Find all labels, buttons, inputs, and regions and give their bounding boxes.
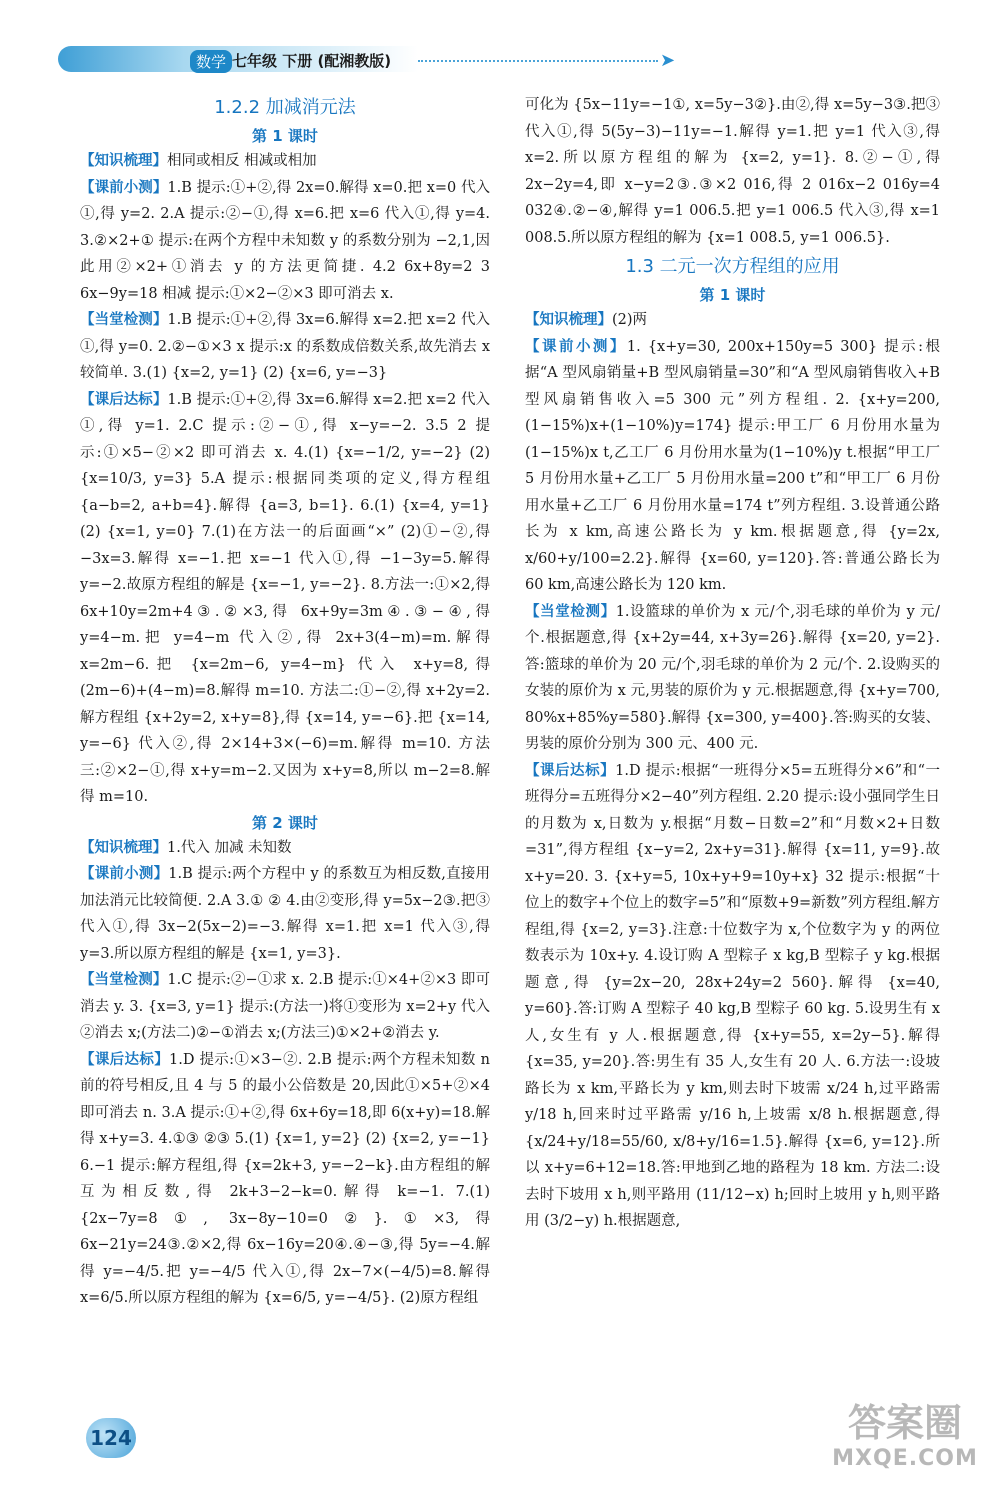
answer-paragraph bbox=[80, 307, 490, 387]
answer-paragraph bbox=[80, 387, 490, 811]
watermark-line2: MXQE.COM bbox=[832, 1446, 978, 1471]
section-tag: 【课前小测】 bbox=[80, 179, 168, 196]
section-tag: 【课后达标】 bbox=[80, 1051, 170, 1068]
section-title: 1.3 二元一次方程组的应用 bbox=[625, 256, 840, 277]
page-number: 124 bbox=[86, 1418, 136, 1458]
section-tag: 【当堂检测】 bbox=[80, 312, 168, 328]
answer-text: 1.B 提示:①+②,得 3x=6.解得 x=2.把 x=2 代入①,得 y=1. 2.C 提示:②−①,得 x−y=−2. 3.5 2 提示:①×5−②×2 即可消去 x. 4.(1) {x=−1/2, y=−2} (2) {x=10/3, y=3} 5.A 提示:根据同类项的定义,得方程组 {a−b=2, a+b=4}.解得 {a=3, b=1}. 6.(1) {x=4, y=1} (2) {x=1, y=0} 7.(1)在方法一的后面画“×” (2)①−②,得 −3x=3.解得 x=−1.把 x=−1 代入①,得 −1−3y=5.解得 y=−2.故原方程组的解是 {x=−1, y=−2}. 8.方法一:①×2,得 6x+10y=2m+4③.②×3,得 6x+9y=3m④.③−④,得 y=4−m.把 y=4−m 代入②,得 2x+3(4−m)=m.解得 x=2m−6.把 {x=2m−6, y=4−m} 代入 x+y=8,得(2m−6)+(4−m)=8.解得 m=10. 方法二:①−②,得 x+2y=2.解方程组 {x+2y=2, x+y=8},得 {x=14, y=−6}.把 {x=14, y=−6} 代入②,得 2×14+3×(−6)=m.解得 m=10. 方法三:②×2−①,得 x+y=m−2.又因为 x+y=8,所以 m−2=8.解得 m=10. bbox=[80, 391, 491, 805]
right-column bbox=[525, 92, 940, 1235]
answer-paragraph bbox=[80, 835, 490, 862]
answers-block bbox=[80, 148, 490, 811]
section-tag: 【课前小测】 bbox=[525, 338, 627, 355]
answer-text: 1.B 提示:①+②,得 3x=6.解得 x=2.把 x=2 代入①,得 y=0. 2.②−①×3 x 提示:x 的系数成倍数关系,故先消去 x 较简单. 3.(1) {x=2, y=1} (2) {x=6, y=−3} bbox=[80, 312, 491, 381]
answer-paragraph bbox=[525, 334, 940, 599]
answers-block bbox=[525, 307, 940, 1235]
left-column bbox=[80, 92, 490, 1312]
section-tag: 【课后达标】 bbox=[80, 391, 168, 408]
section-tag: 【知识梳理】 bbox=[525, 312, 612, 328]
answer-text: 1.D 提示:根据“一班得分×5=五班得分×6”和“一班得分=五班得分×2−40”列方程组. 2.20 提示:设小强同学生日的月数为 x,日数为 y.根据“月数−日数=2”和“月数×2+日数=31”,得方程组 {x−y=2, 2x+y=31}.解得 {x=11, y=9}.故 x+y=20. 3. {x+y=5, 10x+y+9=10y+x} 32 提示:根据“十位上的数字+个位上的数字=5”和“原数+9=新数”列方程组.解方程组,得 {x=2, y=3}.注意:十位数字为 x,个位数字为 y 的两位数表示为 10x+y. 4.设订购 A 型粽子 x kg,B 型粽子 y kg.根据题意,得 {y=2x−20, 28x+24y=2 560}.解得 {x=40, y=60}.答:订购 A 型粽子 40 kg,B 型粽子 60 kg. 5.设男生有 x 人,女生有 y 人.根据题意,得 {x+y=55, x=2y−5}.解得 {x=35, y=20}.答:男生有 35 人,女生有 20 人. 6.方法一:设坡路长为 x km,平路长为 y km,则去时下坡需 x/24 h,过平路需 y/18 h,回来时过平路需 y/16 h,上坡需 x/8 h.根据题意,得 {x/24+y/18=55/60, x/8+y/16=1.5}.解得 {x=6, y=12}.所以 x+y=6+12=18.答:甲地到乙地的路程为 18 km. 方法二:设去时下坡用 x h,则平路用 (11/12−x) h;回时上坡用 y h,则平路用 (3/2−y) h.根据题意, bbox=[525, 762, 941, 1229]
answer-paragraph bbox=[80, 861, 490, 967]
lesson-title: 第 1 课时 bbox=[252, 127, 318, 145]
answer-text: 1.B 提示:两个方程中 y 的系数互为相反数,直接用加法消元比较简便. 2.A 3.① ② 4.由②变形,得 y=5x−2③.把③代入①,得 3x−2(5x−2)=−3.解得 x=1.把 x=1 代入③,得 y=3.所以原方程组的解是 {x=1, y=3}. bbox=[80, 866, 491, 962]
section-tag: 【当堂检测】 bbox=[525, 603, 616, 620]
header-dotted-line bbox=[418, 60, 658, 62]
lesson-title: 第 2 课时 bbox=[252, 813, 318, 832]
answer-text: (2)两 bbox=[612, 312, 648, 328]
answer-text: 1.D 提示:①×3−②. 2.B 提示:两个方程未知数 n 前的符号相反,且 4 与 5 的最小公倍数是 20,因此①×5+②×4 即可消去 n. 3.A 提示:①+②,得 6x+6y=18,即 6(x+y)=18.解得 x+y=3. 4.①③ ②③ 5.(1) {x=1, y=2} (2) {x=2, y=−1} 6.−1 提示:解方程组,得 {x=2k+3, y=−2−k}.由方程组的解互为相反数,得 2k+3−2−k=0.解得 k=−1. 7.(1) {2x−7y=8①, 3x−8y−10=0②}.①×3,得 6x−21y=24③.②×2,得 6x−16y=20④.④−③,得 5y=−4.解得 y=−4/5.把 y=−4/5 代入①,得 2x−7×(−4/5)=8.解得 x=6/5.所以原方程组的解为 {x=6/5, y=−4/5}. (2)原方程组 bbox=[80, 1051, 490, 1306]
answer-paragraph bbox=[80, 1047, 490, 1312]
lesson-title: 第 1 课时 bbox=[699, 286, 766, 304]
answer-paragraph bbox=[80, 175, 490, 308]
answer-paragraph bbox=[525, 599, 940, 758]
answer-text: 1.C 提示:②−①求 x. 2.B 提示:①×4+②×3 即可消去 y. 3. {x=3, y=1} 提示:(方法一)将①变形为 x=2+y 代入②消去 x;(方法二)②−①消去 x;(方法三)①×2+②消去 y. bbox=[80, 972, 490, 1041]
section-tag: 【知识梳理】 bbox=[80, 153, 167, 169]
answer-text: 1. {x+y=30, 200x+150y=5 300} 提示:根据“A 型风扇销量+B 型风扇销量=30”和“A 型风扇销售收入+B 型风扇销售收入=5 300 元”列方程组. 2. {x+y=200, (1−15%)x+(1−10%)y=174} 提示:甲工厂 6 月份用水量为(1−15%)x t,乙工厂 6 月份用水量为(1−10%)y t.根据“甲工厂 5 月份用水量+乙工厂 5 月份用水量=200 t”和“甲工厂 6 月份用水量+乙工厂 6 月份用水量=174 t”列方程组. 3.设普通公路长为 x km,高速公路长为 y km.根据题意,得 {y=2x, x/60+y/100=2.2}.解得 {x=60, y=120}.答:普通公路长为 60 km,高速公路长为 120 km. bbox=[525, 338, 941, 593]
answer-text: 相同或相反 相减或相加 bbox=[167, 153, 317, 169]
answer-text: 1.设篮球的单价为 x 元/个,羽毛球的单价为 y 元/个.根据题意,得 {x+2y=44, x+3y=26}.解得 {x=20, y=2}.答:篮球的单价为 20 元/个,羽毛球的单价为 2 元/个. 2.设购买的女装的原价为 x 元,男装的原价为 y 元.根据题意,得 {x+y=700, 80%x+85%y=580}.解得 {x=300, y=400}.答:购买的女装、男装的原价分别为 300 元、400 元. bbox=[525, 603, 940, 752]
answer-text: 1.B 提示:①+②,得 2x=0.解得 x=0.把 x=0 代入①,得 y=2. 2.A 提示:②−①,得 x=6.把 x=6 代入①,得 y=4. 3.②×2+① 提示:在两个方程中未知数 y 的系数分别为 −2,1,因此用②×2+①消去 y 的方法更简捷. 4.2 6x+8y=2 3 6x−9y=18 相减 提示:①×2−②×3 即可消去 x. bbox=[80, 179, 491, 302]
section-tag: 【课后达标】 bbox=[525, 762, 616, 779]
subject-badge: 数学 bbox=[190, 50, 232, 73]
page-header bbox=[0, 0, 1000, 82]
answer-paragraph bbox=[80, 967, 490, 1047]
watermark bbox=[820, 1400, 990, 1471]
continued-text: 可化为 {5x−11y=−1①, x=5y−3②}.由②,得 x=5y−3③.把③代入①,得 5(5y−3)−11y=−1.解得 y=1.把 y=1 代入③,得 x=2.所以原方程组的解为 {x=2, y=1}. 8.②−①,得 2x−2y=4,即 x−y=2③.③×2 016,得 2 016x−2 016y=4 032④.②−④,解得 y=1 006.5.把 y=1 006.5 代入③,得 x=1 008.5.所以原方程组的解为 {x=1 008.5, y=1 006.5}. bbox=[525, 97, 940, 246]
section-tag: 【知识梳理】 bbox=[80, 839, 167, 856]
answer-paragraph bbox=[80, 148, 490, 175]
answer-text: 1.代入 加减 未知数 bbox=[167, 839, 292, 856]
answer-paragraph bbox=[525, 758, 940, 1235]
answer-paragraph bbox=[525, 307, 940, 334]
section-title: 1.2.2 加减消元法 bbox=[214, 97, 356, 118]
arrow-icon: ➤ bbox=[660, 50, 676, 71]
grade-label: 七年级 下册 (配湘教版) bbox=[232, 52, 392, 70]
answers-block bbox=[80, 835, 490, 1312]
watermark-line1: 答案圈 bbox=[847, 1401, 962, 1445]
section-tag: 【当堂检测】 bbox=[80, 972, 168, 988]
section-tag: 【课前小测】 bbox=[80, 866, 169, 882]
